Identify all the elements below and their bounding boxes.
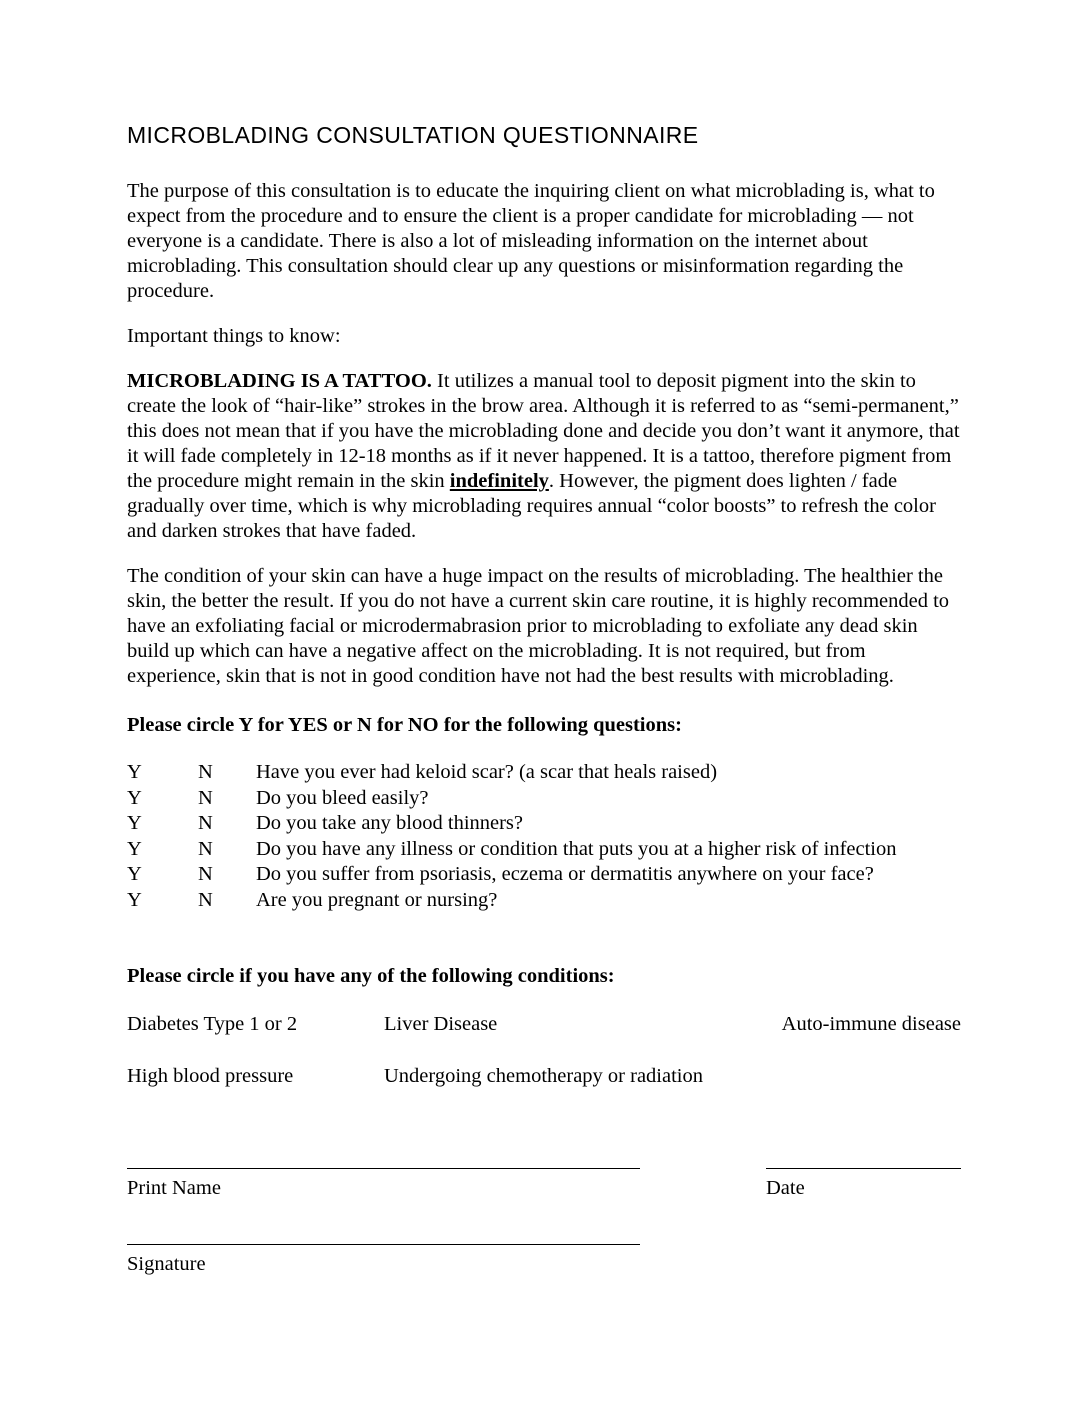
table-row: [127, 837, 897, 863]
signature-row: [127, 1230, 961, 1306]
yes-option[interactable]: Y: [127, 786, 142, 809]
question-text: Have you ever had keloid scar? (a scar that heals raised): [256, 761, 718, 783]
no-option[interactable]: N: [198, 888, 213, 911]
table-row: [127, 862, 897, 888]
no-option[interactable]: N: [198, 863, 213, 885]
condition-item[interactable]: Undergoing chemotherapy or radiation: [384, 1065, 703, 1087]
question-text: Are you pregnant or nursing?: [256, 888, 498, 911]
tattoo-lead-text: MICROBLADING IS A TATTOO.: [127, 370, 432, 392]
question-text: Do you take any blood thinners?: [256, 812, 524, 834]
no-option[interactable]: N: [198, 837, 213, 860]
signature-label: Signature: [127, 1253, 206, 1275]
condition-item[interactable]: Diabetes Type 1 or 2: [127, 1013, 298, 1035]
condition-item[interactable]: High blood pressure: [127, 1065, 294, 1087]
no-option[interactable]: N: [198, 786, 213, 809]
page-title: MICROBLADING CONSULTATION QUESTIONNAIRE: [127, 122, 699, 148]
date-label: Date: [766, 1177, 805, 1199]
no-option[interactable]: N: [198, 812, 213, 834]
yes-no-question-table: [127, 760, 897, 913]
conditions-table: [127, 1012, 961, 1116]
table-row: [127, 811, 897, 837]
intro-paragraph: The purpose of this consultation is to educate the inquiring client on what microblading is, what to expect from the procedure and to ensure the client is a proper candidate for microblading — not everyone is a candidate. There is also a lot of misleading information on the internet about microblading. This consultation should clear up any questions or misinformation regarding the procedure.: [127, 180, 935, 302]
yes-no-heading: Please circle Y for YES or N for NO for the following questions:: [127, 714, 682, 736]
tattoo-paragraph: [127, 369, 961, 544]
question-text: Do you have any illness or condition that puts you at a higher risk of infection: [256, 837, 897, 860]
condition-item[interactable]: Auto-immune disease: [781, 1013, 961, 1035]
table-row: [127, 760, 897, 786]
yes-option[interactable]: Y: [127, 812, 142, 834]
table-row: [127, 888, 897, 914]
question-text: Do you bleed easily?: [256, 786, 429, 809]
print-name-label: Print Name: [127, 1177, 221, 1199]
yes-option[interactable]: Y: [127, 863, 142, 885]
table-row: [127, 1012, 961, 1064]
signature-line[interactable]: [127, 1244, 640, 1245]
conditions-heading: Please circle if you have any of the following conditions:: [127, 965, 615, 987]
important-heading: Important things to know:: [127, 325, 341, 347]
document-body: [127, 122, 961, 1306]
signature-section: [127, 1154, 961, 1306]
yes-option[interactable]: Y: [127, 888, 142, 911]
condition-item[interactable]: [767, 1064, 961, 1116]
print-name-date-row: [127, 1154, 961, 1230]
yes-option[interactable]: Y: [127, 761, 142, 783]
tattoo-body-second: . However, the pigment does lighten / fade gradually over time, which is why microblading requires annual “color boosts” to refresh the color and darken strokes that have faded.: [127, 470, 936, 542]
yes-option[interactable]: Y: [127, 837, 142, 860]
table-row: [127, 1064, 961, 1116]
tattoo-body-first: It utilizes a manual tool to deposit pigment into the skin to create the look of “hair-like” strokes in the brow area. Although it is referred to as “semi-permanent,” this does not mean that if you have the microblading done and decide you don’t want it anymore, that it will fade completely in 12-18 months as if it never happened. It is a tattoo, therefore pigment from the procedure might remain in the skin: [127, 370, 960, 492]
print-name-line[interactable]: [127, 1168, 640, 1169]
question-text: Do you suffer from psoriasis, eczema or dermatitis anywhere on your face?: [256, 863, 874, 885]
table-row: [127, 786, 897, 812]
skin-condition-paragraph: The condition of your skin can have a huge impact on the results of microblading. The healthier the skin, the better the result. If you do not have a current skin care routine, it is highly recommended to have an exfoliating facial or microdermabrasion prior to microblading to exfoliate any dead skin build up which can have a negative affect on the microblading. It is not required, but from experience, skin that is not in good condition have not had the best results with microblading.: [127, 565, 950, 687]
date-line[interactable]: [766, 1168, 961, 1169]
no-option[interactable]: N: [198, 761, 213, 783]
condition-item[interactable]: Liver Disease: [384, 1013, 498, 1035]
tattoo-emphasis-text: indefinitely: [449, 470, 549, 492]
